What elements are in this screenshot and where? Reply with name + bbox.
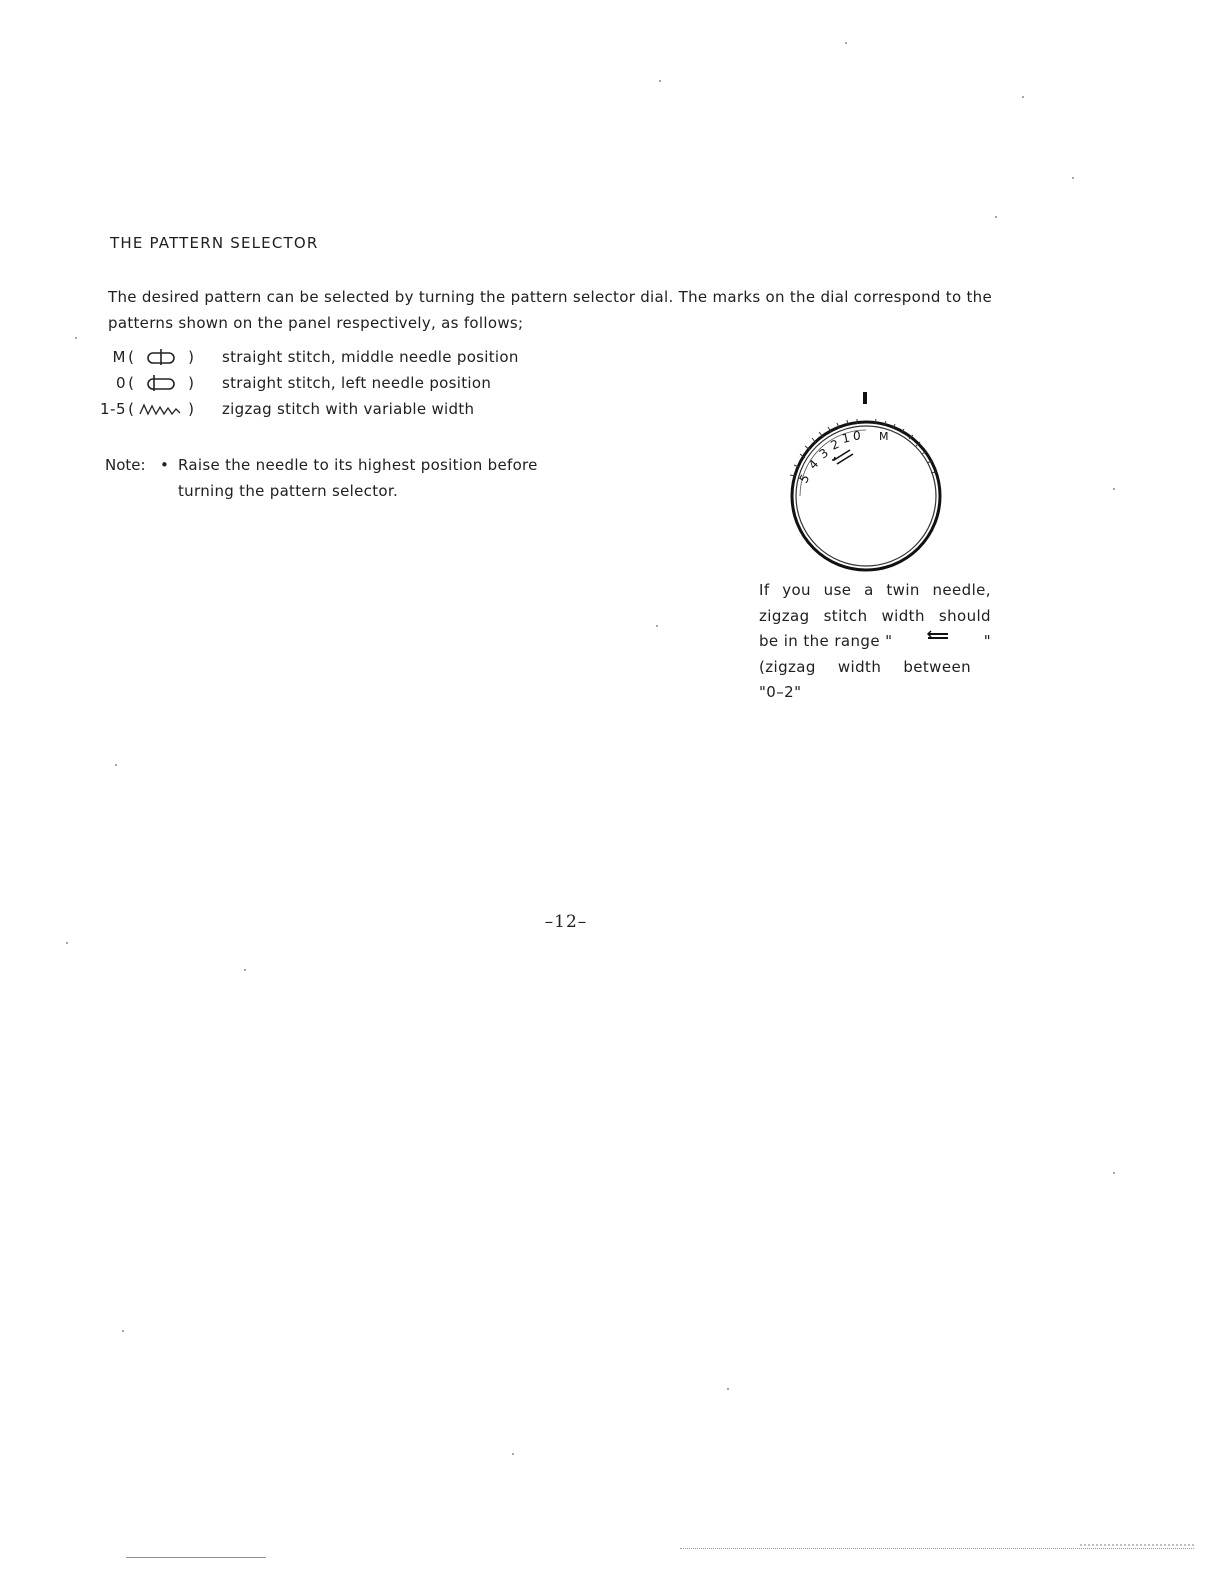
section-heading: THE PATTERN SELECTOR: [110, 234, 319, 252]
word: stitch: [823, 606, 868, 625]
range-suffix: ": [983, 632, 991, 650]
word: zigzag: [759, 606, 810, 625]
pattern-mark-label: 0: [115, 374, 126, 392]
note-bullet: •: [160, 456, 169, 474]
scan-speck: [1113, 1172, 1115, 1174]
pattern-mark-label: 1-5: [100, 400, 126, 418]
scan-speck: [512, 1453, 514, 1455]
intro-line-2: patterns shown on the panel respectively, as follows;: [108, 314, 524, 332]
pattern-row-m: [100, 344, 560, 370]
dial-m-mark: M: [879, 430, 889, 443]
pattern-mark: [100, 344, 210, 370]
dial-number: 3: [816, 445, 831, 462]
scan-speck: [244, 969, 246, 971]
pattern-selector-dial-illustration: [780, 386, 955, 576]
pattern-row-1-5: [100, 396, 560, 422]
pattern-mark: [100, 370, 210, 396]
scan-speck: [995, 216, 997, 218]
intro-line-1: The desired pattern can be selected by turning the pattern selector dial. The marks on the dial correspond to the: [108, 288, 993, 306]
scan-speck: [1072, 177, 1074, 179]
twin-note-line-5: [759, 680, 991, 706]
twin-note-line-3: [759, 629, 991, 655]
scan-speck: [115, 764, 117, 766]
note-label: Note:: [105, 456, 146, 474]
twin-needle-range-glyph-icon: [912, 629, 964, 643]
straight-stitch-middle-icon: [136, 347, 186, 367]
pattern-list: [100, 344, 560, 422]
footer-rule-right-shade: [1080, 1544, 1194, 1546]
pattern-description: zigzag stitch with variable width: [222, 400, 475, 418]
twin-note-line-4: [759, 655, 971, 681]
word: (zigzag: [759, 657, 816, 676]
word: between: [903, 657, 971, 676]
pattern-description: straight stitch, left needle position: [222, 374, 492, 392]
scan-speck: [66, 942, 68, 944]
pattern-mark-label: M: [112, 348, 126, 366]
note-line-2: turning the pattern selector.: [178, 482, 399, 500]
open-paren: (: [128, 374, 134, 392]
scan-speck: [1022, 96, 1024, 98]
scan-speck: [75, 337, 77, 339]
straight-stitch-left-icon: [136, 373, 186, 393]
page-number: –12–: [544, 912, 588, 932]
pattern-mark: [100, 396, 210, 422]
zigzag-stitch-icon: [136, 399, 186, 419]
note-line-1: Raise the needle to its highest position before: [178, 456, 538, 474]
zigzag-width-range: "0–2": [759, 683, 802, 701]
scan-speck: [656, 625, 658, 627]
word: a: [864, 581, 874, 599]
dial-number: 2: [828, 436, 842, 453]
word: width: [881, 606, 925, 625]
scan-speck: [122, 1330, 124, 1332]
range-prefix: be in the range ": [759, 632, 893, 650]
close-paren: ): [188, 348, 194, 366]
close-paren: ): [188, 374, 194, 392]
dial-inner-rim: [796, 426, 936, 566]
twin-note-line-1: [759, 578, 991, 604]
dial-number: 5: [796, 471, 813, 486]
word: use: [823, 581, 852, 599]
dial-number: 4: [805, 456, 822, 473]
scan-speck: [659, 80, 661, 82]
note-text: [178, 452, 598, 504]
word: If: [759, 581, 770, 599]
intro-paragraph: [108, 284, 1068, 336]
word: needle,: [932, 581, 991, 599]
open-paren: (: [128, 400, 134, 418]
footer-rule-right: [680, 1548, 1194, 1549]
word: width: [837, 657, 882, 676]
close-paren: ): [188, 400, 194, 418]
pattern-description: straight stitch, middle needle position: [222, 348, 519, 366]
twin-needle-note: [759, 578, 991, 706]
dial-index-mark: [863, 392, 867, 404]
dial-number: 0: [853, 429, 861, 443]
pattern-row-0: [100, 370, 560, 396]
open-paren: (: [128, 348, 134, 366]
word: should: [938, 606, 991, 625]
footer-rule-left: [126, 1557, 266, 1558]
twin-note-line-2: [759, 604, 991, 630]
word: you: [782, 581, 811, 599]
scan-speck: [845, 42, 847, 44]
word: twin: [886, 581, 920, 599]
dial-number: 1: [840, 430, 852, 446]
scan-speck: [727, 1388, 729, 1390]
scan-speck: [1113, 488, 1115, 490]
